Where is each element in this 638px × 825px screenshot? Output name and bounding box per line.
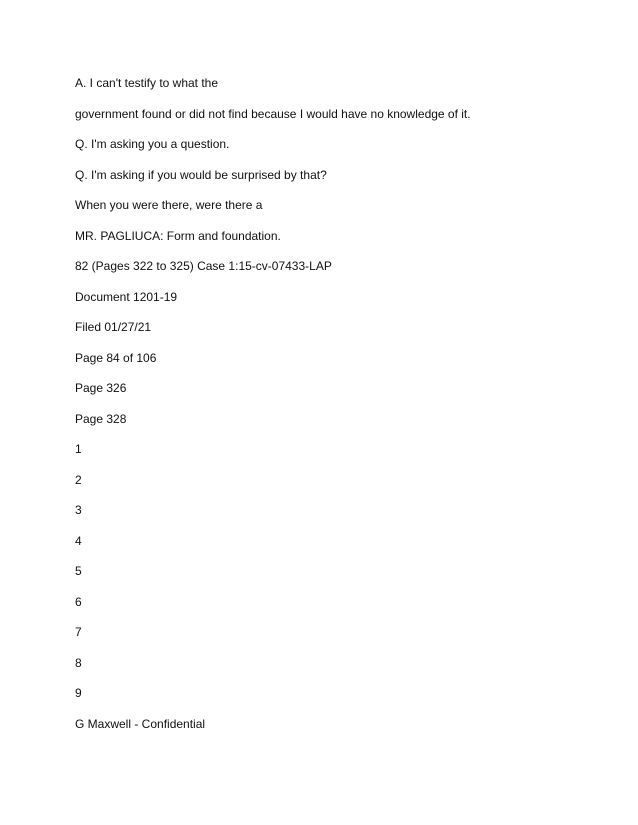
page-count-line: Page 84 of 106 — [75, 351, 157, 365]
testimony-answer-line: A. I can't testify to what the — [75, 76, 219, 90]
line-number: 4 — [75, 534, 82, 548]
document-number-line: Document 1201-19 — [75, 290, 178, 304]
testimony-question-line: Q. I'm asking if you would be surprised by that? — [75, 168, 327, 182]
case-caption-line: 82 (Pages 322 to 325) Case 1:15-cv-07433-LAP — [75, 259, 332, 273]
line-number: 3 — [75, 503, 82, 517]
line-number: 2 — [75, 473, 82, 487]
line-number: 1 — [75, 442, 82, 456]
line-number: 5 — [75, 564, 82, 578]
objection-line: MR. PAGLIUCA: Form and foundation. — [75, 229, 281, 243]
confidentiality-footer: G Maxwell - Confidential — [75, 717, 206, 731]
testimony-answer-continued: government found or did not find because I would have no knowledge of it. — [75, 107, 471, 121]
line-number: 7 — [75, 625, 82, 639]
line-number: 8 — [75, 656, 82, 670]
filed-date-line: Filed 01/27/21 — [75, 320, 152, 334]
transcript-page-label: Page 328 — [75, 412, 127, 426]
transcript-page-label: Page 326 — [75, 381, 127, 395]
testimony-question-line: When you were there, were there a — [75, 198, 263, 212]
testimony-question-line: Q. I'm asking you a question. — [75, 137, 230, 151]
line-number: 9 — [75, 686, 82, 700]
line-number: 6 — [75, 595, 82, 609]
